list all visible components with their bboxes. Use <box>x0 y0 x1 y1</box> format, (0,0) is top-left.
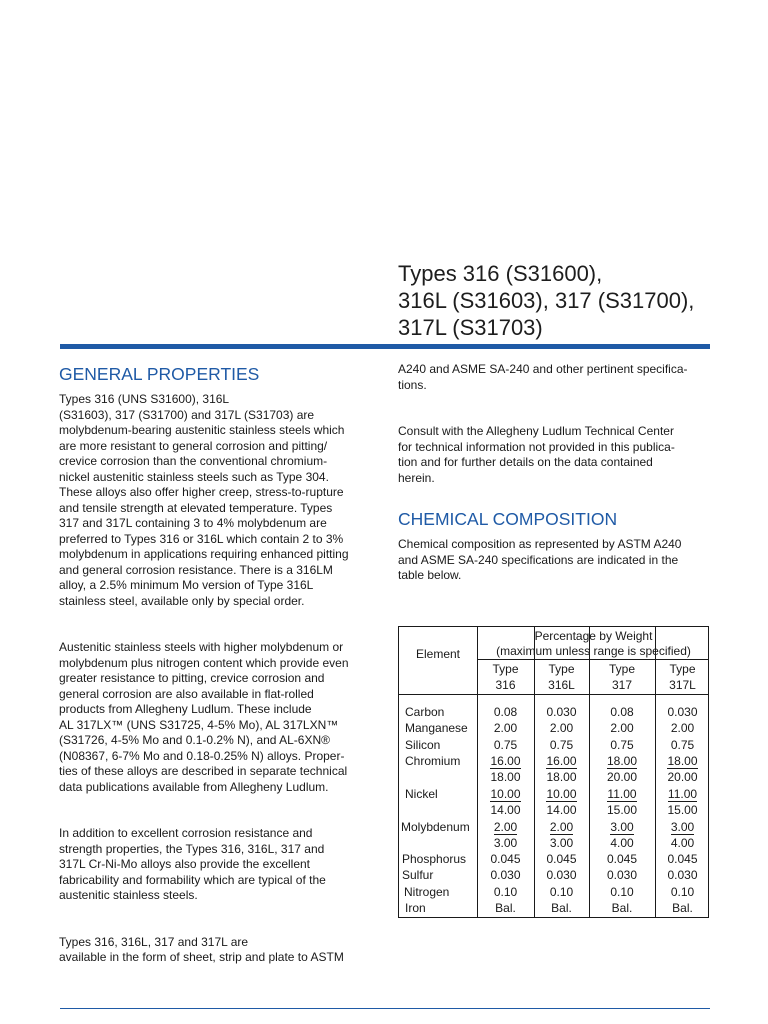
table-cell: 4.00 <box>670 836 695 850</box>
table-cell: 15.00 <box>606 803 638 817</box>
table-cell <box>477 819 534 835</box>
table-cell: 0.030 <box>546 868 577 882</box>
table-cell: 18.00 <box>490 770 521 784</box>
type-316l-header-line-1: Type <box>548 662 575 676</box>
table-cell: 2.00 <box>610 721 634 735</box>
table-cell: 4.00 <box>610 836 634 850</box>
table-cell <box>534 786 589 802</box>
type-317-header-line-2: 317 <box>611 678 633 692</box>
nickel-min-316: 10.00 <box>490 787 521 801</box>
table-cell: 14.00 <box>490 803 521 817</box>
type-316-header-line-2: 316 <box>495 678 516 692</box>
footer-rule <box>60 1008 710 1009</box>
technical-center-paragraph: Consult with the Allegheny Ludlum Technical Center for technical information not provided in this publica- tion and for further details on the data contained herein. <box>398 424 675 485</box>
table-cell: 15.00 <box>667 803 698 817</box>
table-cell: 0.030 <box>667 868 698 882</box>
chemical-composition-heading: CHEMICAL COMPOSITION <box>398 509 618 529</box>
chromium-min-316l: 16.00 <box>546 754 577 768</box>
table-cell: 0.10 <box>549 885 574 899</box>
type-317-header-line-1: Type <box>608 662 635 676</box>
table-cell: 0.030 <box>667 705 698 719</box>
table-cell: 20.00 <box>606 770 638 784</box>
element-name: Manganese <box>405 721 468 735</box>
table-cell <box>477 786 534 802</box>
nickel-min-317l: 11.00 <box>667 787 698 801</box>
table-cell: 3.00 <box>493 836 518 850</box>
table-cell: 0.10 <box>610 885 634 899</box>
table-cell: Bal. <box>672 901 693 915</box>
element-name: Phosphorus <box>402 852 467 866</box>
table-cell <box>589 786 655 802</box>
table-cell: 2.00 <box>549 721 574 735</box>
molybdenum-min-317: 3.00 <box>610 820 634 834</box>
table-cell <box>655 786 710 802</box>
table-cell: Bal. <box>495 901 516 915</box>
table-cell: 3.00 <box>549 836 574 850</box>
chromium-min-316: 16.00 <box>490 754 521 768</box>
table-cell <box>589 753 655 769</box>
left-column <box>59 364 371 966</box>
general-properties-paragraph-1: Types 316 (UNS S31600), 316L (S31603), 317 (S31700) and 317L (S31703) are molybdenum-bearing austenitic stainless steels which are more resistant to general corrosion and pitting/ crevice corrosion than the conventional chromium- nickel austenitic stainless steels such as Type 304. These alloys also offer higher creep, stress-to-rupture and tensile strength at elevated temperature. Types 317 and 317L containing 3 to 4% molybdenum are preferred to Types 316 or 316L which contain 2 to 3% molybdenum in applications requiring enhanced pitting and general corrosion resistance. There is a 316LM alloy, a 2.5% minimum Mo version of Type 316L stainless steel, available only by special order. <box>59 392 349 608</box>
table-cell: 18.00 <box>546 770 577 784</box>
chemical-composition-table <box>398 626 709 918</box>
table-cell: 0.10 <box>670 885 695 899</box>
element-name: Nitrogen <box>404 885 450 899</box>
table-cell: 0.045 <box>606 852 638 866</box>
element-name: Carbon <box>405 705 445 719</box>
element-name: Iron <box>405 901 426 915</box>
molybdenum-min-316: 2.00 <box>493 820 518 834</box>
chromium-min-317l: 18.00 <box>667 754 698 768</box>
table-cell: 0.10 <box>493 885 518 899</box>
table-cell: Bal. <box>611 901 633 915</box>
table-cell: 0.045 <box>490 852 521 866</box>
general-properties-heading: GENERAL PROPERTIES <box>59 364 260 384</box>
general-properties-paragraph-2: Austenitic stainless steels with higher molybdenum or molybdenum plus nitrogen content which provide even greater resistance to pitting, crevice corrosion and general corrosion are also available in flat-rolled products from Allegheny Ludlum. These include AL 317LX™ (UNS S31725, 4-5% Mo), AL 317LXN™ (S31726, 4-5% Mo and 0.1-0.2% N), and AL-6XN® (N08367, 6-7% Mo and 0.18-0.25% N) alloys. Proper- ties of these alloys are described in separate technical data publications available from Allegheny Ludlum. <box>59 640 349 794</box>
type-317l-header-line-1: Type <box>669 662 696 676</box>
table-cell: Bal. <box>551 901 572 915</box>
title-rule <box>60 344 710 349</box>
element-name: Chromium <box>405 754 461 768</box>
table-cell: 2.00 <box>493 721 518 735</box>
table-cell <box>655 753 710 769</box>
element-column-header: Element <box>415 647 461 661</box>
table-divider <box>399 694 708 695</box>
table-cell: 0.030 <box>490 868 521 882</box>
right-column <box>398 362 710 584</box>
table-cell: 20.00 <box>667 770 698 784</box>
nickel-min-317: 11.00 <box>607 787 637 801</box>
table-cell <box>655 819 710 835</box>
table-cell: 0.75 <box>670 738 695 752</box>
chemical-composition-paragraph: Chemical composition as represented by ASTM A240 and ASME SA-240 specifications are indicated in the table below. <box>398 537 682 582</box>
table-cell: 14.00 <box>546 803 577 817</box>
table-cell: 0.030 <box>546 705 577 719</box>
table-cell: 0.045 <box>546 852 577 866</box>
table-cell: 0.030 <box>606 868 638 882</box>
chromium-min-317: 18.00 <box>606 754 638 768</box>
table-cell: 0.75 <box>493 738 518 752</box>
table-cell: 2.00 <box>670 721 695 735</box>
document-title: Types 316 (S31600), 316L (S31603), 317 (S31700), 317L (S31703) <box>398 261 695 340</box>
type-316-header-line-1: Type <box>492 662 519 676</box>
nickel-min-316l: 10.00 <box>546 787 577 801</box>
table-divider <box>477 659 708 660</box>
table-cell <box>534 753 589 769</box>
table-cell: 0.08 <box>610 705 634 719</box>
table-cell: 0.08 <box>493 705 518 719</box>
table-cell <box>477 753 534 769</box>
element-name: Silicon <box>405 738 441 752</box>
type-316l-header-line-2: 316L <box>548 678 575 692</box>
type-317l-header-line-2: 317L <box>669 678 696 692</box>
element-name: Nickel <box>405 787 438 801</box>
table-cell: 0.045 <box>667 852 698 866</box>
table-cell <box>534 819 589 835</box>
percentage-header-line-1: Percentage by Weight <box>534 629 653 643</box>
general-properties-paragraph-3: In addition to excellent corrosion resistance and strength properties, the Types 316, 316L, 317 and 317L Cr-Ni-Mo alloys also provide the excellent fabricability and formability which are typical of the austenitic stainless steels. <box>59 826 326 902</box>
table-cell: 0.75 <box>610 738 634 752</box>
general-properties-paragraph-4: Types 316, 316L, 317 and 317L are available in the form of sheet, strip and plate to ASTM <box>59 934 344 964</box>
molybdenum-min-317l: 3.00 <box>670 820 695 834</box>
element-name: Sulfur <box>402 868 434 882</box>
percentage-header-line-2: (maximum unless range is specified) <box>496 644 691 658</box>
specification-continuation-paragraph: A240 and ASME SA-240 and other pertinent specifica- tions. <box>398 362 688 392</box>
molybdenum-min-316l: 2.00 <box>549 820 574 834</box>
element-name: Molybdenum <box>401 820 470 834</box>
table-cell: 0.75 <box>549 738 574 752</box>
table-cell <box>589 819 655 835</box>
